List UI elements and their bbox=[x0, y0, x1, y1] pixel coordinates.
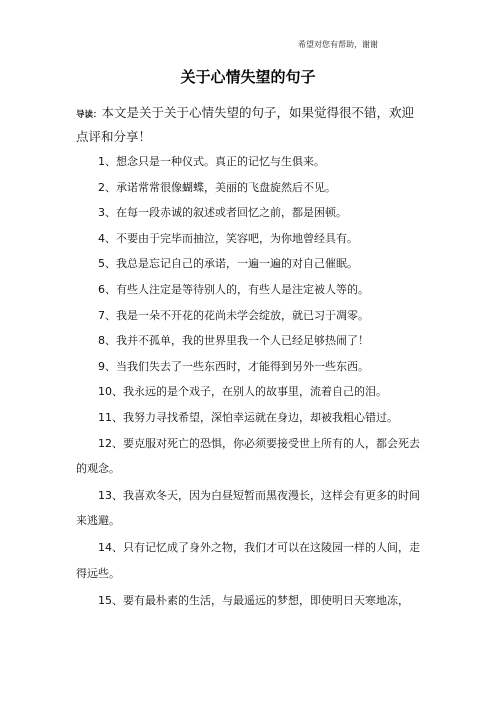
sentence-list bbox=[76, 149, 420, 613]
list-item: 8、我并不孤单，我的世界里我一个人已经足够热闹了！ bbox=[98, 334, 369, 348]
document-title: 关于心情失望的句子 bbox=[180, 68, 316, 86]
list-item: 5、我总是忘记自己的承诺，一遍一遍的对自己催眠。 bbox=[98, 257, 358, 271]
intro-paragraph bbox=[76, 102, 426, 148]
list-item: 15、要有最朴素的生活，与最遥远的梦想，即使明日天寒地冻， bbox=[98, 593, 409, 607]
list-item: 3、在每一段赤诚的叙述或者回忆之前，都是困顿。 bbox=[98, 206, 347, 220]
header-note: 希望对您有帮助，谢谢 bbox=[298, 40, 378, 49]
list-item: 2、承诺常常很像蝴蝶，美丽的飞盘旋然后不见。 bbox=[98, 180, 336, 194]
list-item: 4、不要由于完毕而抽泣，笑容吧，为你地曾经具有。 bbox=[98, 231, 358, 245]
intro-label: 导读： bbox=[76, 110, 102, 120]
list-item: 9、当我们失去了一些东西时，才能得到另外一些东西。 bbox=[98, 359, 369, 373]
list-item: 1、想念只是一种仪式。真正的记忆与生俱来。 bbox=[98, 155, 325, 168]
list-item: 14、只有记忆成了身外之物，我们才可以在这陵园一样的人间，走得远些。 bbox=[76, 541, 420, 580]
list-item: 7、我是一朵不开花的花尚未学会绽放，就已习于凋零。 bbox=[98, 308, 369, 322]
list-item: 11、我努力寻找希望，深怕幸运就在身边，却被我粗心错过。 bbox=[98, 410, 398, 424]
list-item: 10、我永远的是个戏子，在别人的故事里，流着自己的泪。 bbox=[98, 385, 387, 399]
list-item: 12、要克服对死亡的恐惧，你必须要接受世上所有的人，都会死去的观念。 bbox=[76, 436, 420, 475]
list-item: 6、有些人注定是等待别人的，有些人是注定被人等的。 bbox=[98, 282, 369, 296]
intro-text: 本文是关于关于心情失望的句子，如果觉得很不错，欢迎点评和分享！ bbox=[76, 105, 415, 144]
list-item: 13、我喜欢冬天，因为白昼短暂而黑夜漫长，这样会有更多的时间来逃避。 bbox=[76, 488, 420, 528]
